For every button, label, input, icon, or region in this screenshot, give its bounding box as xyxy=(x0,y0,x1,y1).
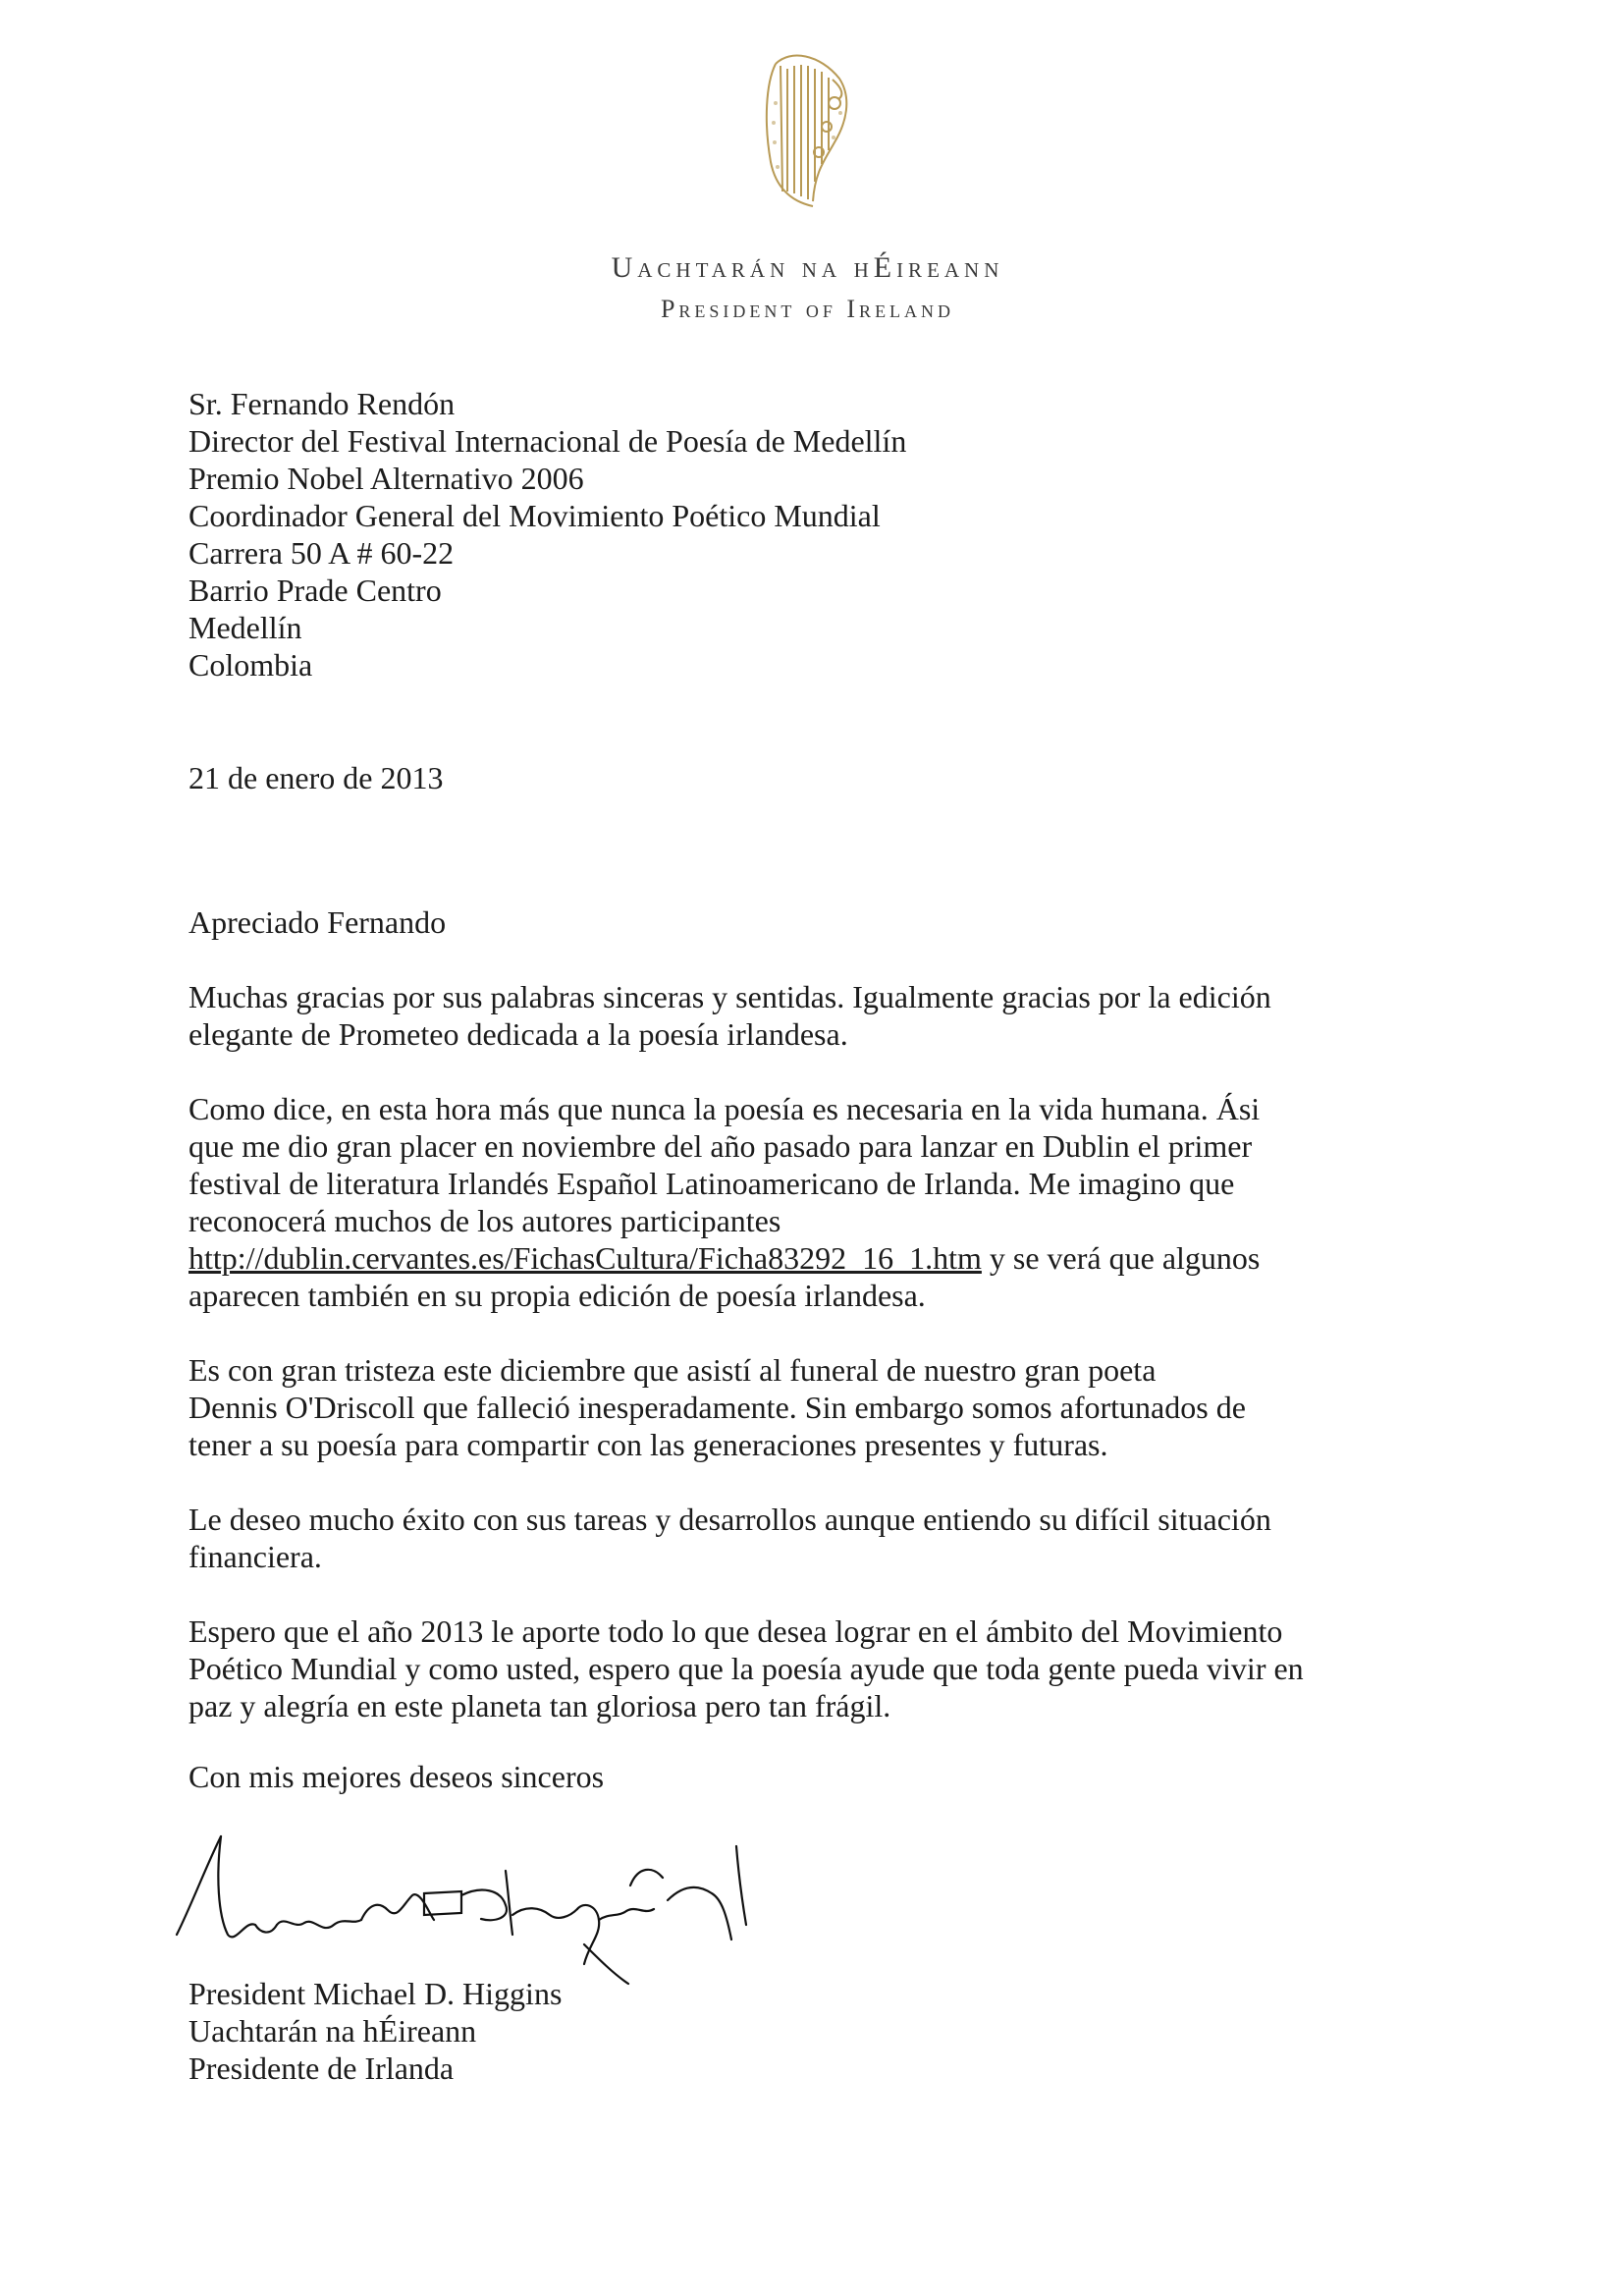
text-line: Dennis O'Driscoll que falleció inesperadamente. Sin embargo somos afortunados de xyxy=(188,1390,1246,1425)
harp-icon xyxy=(736,44,864,231)
text-line: paz y alegría en este planeta tan gloriosa pero tan frágil. xyxy=(188,1688,891,1723)
recipient-address xyxy=(188,385,1465,683)
recipient-line: Director del Festival Internacional de Poesía de Medellín xyxy=(188,423,907,459)
letterhead-irish: Uachtarán na hÉireann xyxy=(611,251,1004,284)
recipient-line: Carrera 50 A # 60-22 xyxy=(188,535,455,571)
recipient-line: Premio Nobel Alternativo 2006 xyxy=(188,461,584,496)
recipient-line: Medellín xyxy=(188,610,302,645)
text-line: elegante de Prometeo dedicada a la poesía irlandesa. xyxy=(188,1016,848,1052)
letterhead-english: President of Ireland xyxy=(660,295,955,323)
text-line: Poético Mundial y como usted, espero que la poesía ayude que toda gente pueda vivir en xyxy=(188,1651,1304,1686)
text-line: Espero que el año 2013 le aporte todo lo que desea lograr en el ámbito del Movimiento xyxy=(188,1613,1283,1649)
text-line: que me dio gran placer en noviembre del año pasado para lanzar en Dublin el primer xyxy=(188,1128,1253,1164)
text-line: Como dice, en esta hora más que nunca la poesía es necesaria en la vida humana. Ási xyxy=(188,1091,1261,1126)
text-line: aparecen también en su propia edición de poesía irlandesa. xyxy=(188,1278,926,1313)
paragraph-thanks xyxy=(188,978,1465,1053)
text-line: Le deseo mucho éxito con sus tareas y desarrollos aunque entiendo su difícil situación xyxy=(188,1502,1271,1537)
signer-title-irish: Uachtarán na hÉireann xyxy=(188,2013,477,2049)
closing: Con mis mejores deseos sinceros xyxy=(188,1759,605,1794)
recipient-line: Barrio Prade Centro xyxy=(188,573,442,608)
text-line: tener a su poesía para compartir con las generaciones presentes y futuras. xyxy=(188,1427,1108,1462)
text-line: Muchas gracias por sus palabras sinceras y sentidas. Igualmente gracias por la edición xyxy=(188,979,1271,1014)
text-line: festival de literatura Irlandés Español Latinoamericano de Irlanda. Me imagino que xyxy=(188,1166,1235,1201)
signer-block xyxy=(188,1975,1465,2087)
text-line: Es con gran tristeza este diciembre que asistí al funeral de nuestro gran poeta xyxy=(188,1352,1157,1388)
signer-name: President Michael D. Higgins xyxy=(188,1976,563,2011)
festival-link[interactable]: http://dublin.cervantes.es/FichasCultura/Ficha83292_16_1.htm xyxy=(188,1240,982,1276)
text-line xyxy=(188,1239,1465,1277)
text-line: financiera. xyxy=(188,1539,322,1574)
signature-icon xyxy=(167,1827,776,1994)
signer-title-spanish: Presidente de Irlanda xyxy=(188,2050,455,2086)
text-line: reconocerá muchos de los autores participantes xyxy=(188,1203,781,1238)
paragraph-festival xyxy=(188,1090,1465,1314)
text-after-link: y se verá que algunos xyxy=(981,1240,1261,1276)
paragraph-funeral xyxy=(188,1351,1465,1463)
recipient-line: Sr. Fernando Rendón xyxy=(188,386,456,421)
paragraph-wishes xyxy=(188,1501,1465,1575)
paragraph-hope xyxy=(188,1613,1465,1724)
letter-date: 21 de enero de 2013 xyxy=(188,760,444,795)
recipient-line: Coordinador General del Movimiento Poético Mundial xyxy=(188,498,881,533)
salutation: Apreciado Fernando xyxy=(188,904,447,940)
recipient-line: Colombia xyxy=(188,647,313,683)
